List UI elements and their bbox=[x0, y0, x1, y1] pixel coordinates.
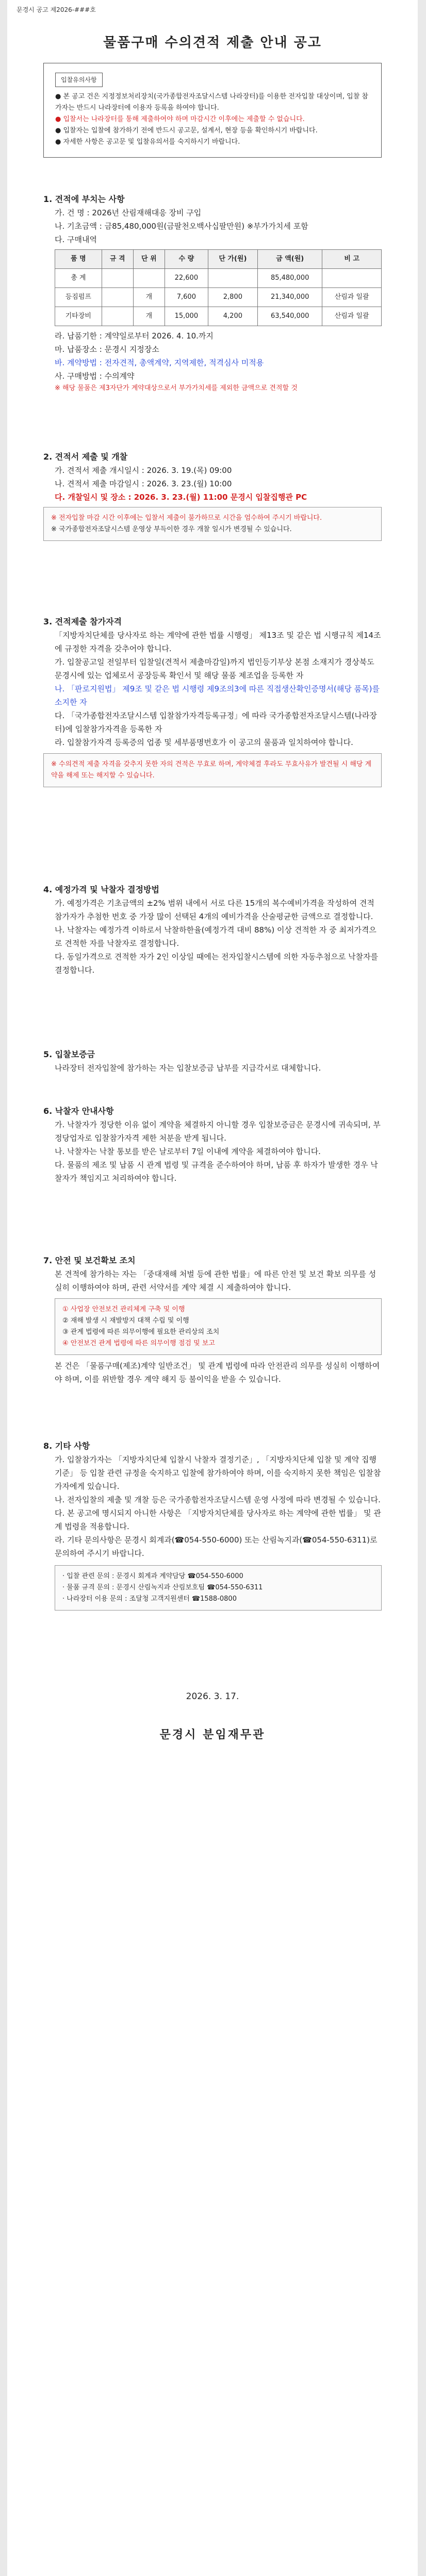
table-cell: 63,540,000 bbox=[257, 307, 322, 326]
table-cell bbox=[102, 307, 133, 326]
contact-line: · 물품 규격 문의 : 문경시 산림녹지과 산림보호팀 ☎054-550-6311 bbox=[62, 1584, 263, 1591]
s2-note-box bbox=[43, 507, 382, 541]
table-row bbox=[55, 307, 382, 326]
table-cell: 85,480,000 bbox=[257, 269, 322, 288]
s8-item: 나. 전자입찰의 제출 및 개찰 등은 국가종합전자조달시스템 운영 사정에 따라 변경될 수 있습니다. bbox=[55, 1495, 381, 1504]
s3-item: 가. 입찰공고일 전일부터 입찰일(견적서 제출마감일)까지 법인등기부상 본점 소재지가 경상북도 문경시에 있는 업체로서 공장등록 확인서 및 해당 물품 제조업을 등록한 자 bbox=[55, 657, 374, 680]
table-cell: 2,800 bbox=[208, 288, 257, 307]
table-header: 규 격 bbox=[102, 250, 133, 269]
table-cell bbox=[208, 269, 257, 288]
table-cell: 21,340,000 bbox=[257, 288, 322, 307]
intro-tag: 입찰유의사항 bbox=[55, 73, 103, 87]
s3-item: 다. 「국가종합전자조달시스템 입찰참가자격등록규정」에 따라 국가종합전자조달시스템(나라장터)에 입찰참가자격을 등록한 자 bbox=[55, 711, 377, 734]
contact-line: · 나라장터 이용 문의 : 조달청 고객지원센터 ☎1588-0800 bbox=[62, 1595, 237, 1603]
table-cell bbox=[102, 269, 133, 288]
notice-number: 문경시 공고 제2026-###호 bbox=[17, 6, 96, 13]
s4-item-text: 나. 낙찰자는 예정가격 이하로서 낙찰하한율(예정가격 대비 88%) 이상 견적한 자 중 최저가격으로 견적한 자를 낙찰자로 결정합니다. bbox=[55, 925, 376, 948]
page-title: 물품구매 수의견적 제출 안내 공고 bbox=[103, 35, 322, 50]
notice-page bbox=[7, 0, 418, 2576]
s4-item bbox=[43, 923, 382, 950]
table-cell: 산림과 일괄 bbox=[322, 288, 382, 307]
intro-box bbox=[43, 63, 382, 158]
table-header: 비 고 bbox=[322, 250, 382, 269]
s7-item: 본 견적에 참가하는 자는 「중대재해 처벌 등에 관한 법률」에 따른 안전 및 보건 확보 의무를 성실히 이행하여야 하며, 관련 서약서를 계약 체결 시 제출하여야 합니다. bbox=[55, 1269, 376, 1292]
base-amount: 나. 기초금액 : 금85,480,000원(금팔천오백사십팔만원) ※부가가치세 포함 bbox=[55, 222, 308, 231]
s1-item: 사. 구매방법 : 수의계약 bbox=[55, 371, 135, 381]
s2-item: 나. 견적서 제출 마감일시 : 2026. 3. 23.(월) 10:00 bbox=[55, 479, 232, 488]
section-6-title: 6. 낙찰자 안내사항 bbox=[43, 1106, 114, 1116]
s7-box bbox=[55, 1298, 382, 1355]
table-header: 수 량 bbox=[165, 250, 208, 269]
table-cell: 산림과 일괄 bbox=[322, 307, 382, 326]
s1-note: ※ 해당 물품은 제3자단가 계약대상으로서 부가가치세를 제외한 금액으로 견적할 것 bbox=[55, 384, 298, 392]
section-8-title: 8. 기타 사항 bbox=[43, 1441, 90, 1451]
s1-item: 라. 납품기한 : 계약일로부터 2026. 4. 10.까지 bbox=[55, 331, 214, 341]
section-3-title: 3. 견적제출 참가자격 bbox=[43, 617, 122, 626]
table-cell: 15,000 bbox=[165, 307, 208, 326]
s4-item: 다. 동일가격으로 견적한 자가 2인 이상일 때에는 전자입찰시스템에 의한 자동추첨으로 낙찰자를 결정합니다. bbox=[55, 952, 379, 975]
table-header: 금 액(원) bbox=[257, 250, 322, 269]
table-header: 단 위 bbox=[133, 250, 165, 269]
s7-box-line: ④ 안전보건 관계 법령에 따른 의무이행 점검 및 보고 bbox=[62, 1340, 215, 1347]
intro-line: ● 입찰자는 입찰에 참가하기 전에 반드시 공고문, 설계서, 현장 등을 확인하시기 바랍니다. bbox=[55, 127, 318, 134]
table-cell bbox=[133, 269, 165, 288]
s1-item: 마. 납품장소 : 문경시 지정장소 bbox=[55, 345, 159, 354]
s1-item: 다. 구매내역 bbox=[55, 235, 97, 244]
s8-item: 다. 본 공고에 명시되지 아니한 사항은 「지방자치단체를 당사자로 하는 계약에 관한 법률」 및 관계 법령을 적용합니다. bbox=[55, 1509, 381, 1531]
s1-item bbox=[43, 219, 382, 233]
section-2-title: 2. 견적서 제출 및 개찰 bbox=[43, 452, 128, 462]
notice-date: 2026. 3. 17. bbox=[186, 1691, 239, 1702]
s3-item: 「지방자치단체를 당사자로 하는 계약에 관한 법률 시행령」 제13조 및 같은 법 시행규칙 제14조에 규정한 자격을 갖추어야 합니다. bbox=[55, 631, 381, 653]
s2-note: ※ 전자입찰 마감 시간 이후에는 입찰서 제출이 불가하므로 시간을 엄수하여 주시기 바랍니다. bbox=[51, 514, 322, 522]
s3-item: 라. 입찰참가자격 등록증의 업종 및 세부품명번호가 이 공고의 물품과 일치하여야 합니다. bbox=[55, 738, 353, 747]
section-4-title: 4. 예정가격 및 낙찰자 결정방법 bbox=[43, 885, 159, 894]
section-7-title: 7. 안전 및 보건확보 조치 bbox=[43, 1256, 136, 1265]
s7-box-line: ② 재해 발생 시 재발방지 대책 수립 및 이행 bbox=[62, 1317, 189, 1325]
s2-item: 다. 개찰일시 및 장소 : 2026. 3. 23.(월) 11:00 문경시 입찰집행관 PC bbox=[55, 493, 307, 502]
table-cell bbox=[322, 269, 382, 288]
table-cell: 총 계 bbox=[55, 269, 102, 288]
s8-item: 라. 기타 문의사항은 문경시 회계과(☎054-550-6000) 또는 산림녹지과(☎054-550-6311)로 문의하여 주시기 바랍니다. bbox=[55, 1535, 378, 1558]
s2-item: 가. 견적서 제출 개시일시 : 2026. 3. 19.(목) 09:00 bbox=[55, 466, 232, 475]
s8-contact-box bbox=[55, 1565, 382, 1611]
table-cell: 개 bbox=[133, 307, 165, 326]
s6-item: 나. 낙찰자는 낙찰 통보를 받은 날로부터 7일 이내에 계약을 체결하여야 합니다. bbox=[55, 1147, 321, 1156]
table-cell: 개 bbox=[133, 288, 165, 307]
intro-line: ● 자세한 사항은 공고문 및 입찰유의서를 숙지하시기 바랍니다. bbox=[55, 138, 240, 146]
intro-line: ● 입찰서는 나라장터를 통해 제출하여야 하며 마감시간 이후에는 제출할 수 없습니다. bbox=[55, 115, 305, 123]
s7-box-line: ① 사업장 안전보건 관리체계 구축 및 이행 bbox=[62, 1306, 185, 1313]
signer: 문경시 분임재무관 bbox=[159, 1728, 266, 1741]
s5-item: 나라장터 전자입찰에 참가하는 자는 입찰보증금 납부를 지급각서로 대체합니다. bbox=[55, 1063, 321, 1073]
blank-area bbox=[43, 1772, 382, 2576]
table-header: 단 가(원) bbox=[208, 250, 257, 269]
s4-item: 가. 예정가격은 기초금액의 ±2% 범위 내에서 서로 다른 15개의 복수예비가격을 작성하여 견적 참가자가 추첨한 번호 중 가장 많이 선택된 4개의 예비가격을 산술평균한 금액으로 결정합니다. bbox=[55, 899, 374, 921]
s7-tail: 본 건은 「물품구매(제조)계약 일반조건」 및 관계 법령에 따라 안전관리 의무를 성실히 이행하여야 하며, 이를 위반할 경우 계약 해지 등 불이익을 받을 수 있습니다. bbox=[55, 1361, 380, 1384]
s6-item: 다. 물품의 제조 및 납품 시 관계 법령 및 규격을 준수하여야 하며, 납품 후 하자가 발생한 경우 낙찰자가 책임지고 처리하여야 합니다. bbox=[55, 1160, 378, 1183]
table-header: 품 명 bbox=[55, 250, 102, 269]
s3-item: 나. 「판로지원법」 제9조 및 같은 법 시행령 제9조의3에 따른 직접생산확인증명서(해당 품목)를 소지한 자 bbox=[55, 684, 380, 707]
table-cell: 4,200 bbox=[208, 307, 257, 326]
table-cell: 등짐펌프 bbox=[55, 288, 102, 307]
s1-item: 바. 계약방법 : 전자견적, 총액계약, 지역제한, 적격심사 미적용 bbox=[55, 358, 264, 367]
s7-box-line: ③ 관계 법령에 따른 의무이행에 필요한 관리상의 조치 bbox=[62, 1328, 220, 1336]
intro-line: ● 본 공고 건은 지정정보처리장치(국가종합전자조달시스템 나라장터)를 이용한 전자입찰 대상이며, 입찰 참가자는 반드시 나라장터에 이용자 등록을 하여야 합니다. bbox=[55, 93, 368, 112]
s2-note: ※ 국가종합전자조달시스템 운영상 부득이한 경우 개찰 일시가 변경될 수 있습니다. bbox=[51, 526, 292, 533]
purchase-table bbox=[55, 249, 382, 326]
s8-item: 가. 입찰참가자는 「지방자치단체 입찰시 낙찰자 결정기준」, 「지방자치단체 입찰 및 계약 집행기준」 등 입찰 관련 규정을 숙지하고 입찰에 참가하여야 하며, 이를 숙지하지 못한 책임은 입찰참가자에게 있습니다. bbox=[55, 1455, 381, 1491]
s3-note: ※ 수의견적 제출 자격을 갖추지 못한 자의 견적은 무효로 하며, 계약체결 후라도 무효사유가 발견될 시 해당 계약을 해제 또는 해지할 수 있습니다. bbox=[43, 753, 382, 787]
table-cell: 22,600 bbox=[165, 269, 208, 288]
contact-line: · 입찰 관련 문의 : 문경시 회계과 계약담당 ☎054-550-6000 bbox=[62, 1572, 243, 1580]
s1-item: 가. 건 명 : 2026년 산림재해대응 장비 구입 bbox=[55, 208, 202, 217]
section-5-title: 5. 입찰보증금 bbox=[43, 1049, 95, 1059]
table-cell: 기타장비 bbox=[55, 307, 102, 326]
table-row bbox=[55, 288, 382, 307]
table-cell: 7,600 bbox=[165, 288, 208, 307]
table-row bbox=[55, 269, 382, 288]
table-cell bbox=[102, 288, 133, 307]
s6-item: 가. 낙찰자가 정당한 이유 없이 계약을 체결하지 아니할 경우 입찰보증금은 문경시에 귀속되며, 부정당업자로 입찰참가자격 제한 처분을 받게 됩니다. bbox=[55, 1120, 381, 1143]
section-1-title: 1. 견적에 부치는 사항 bbox=[43, 194, 125, 204]
